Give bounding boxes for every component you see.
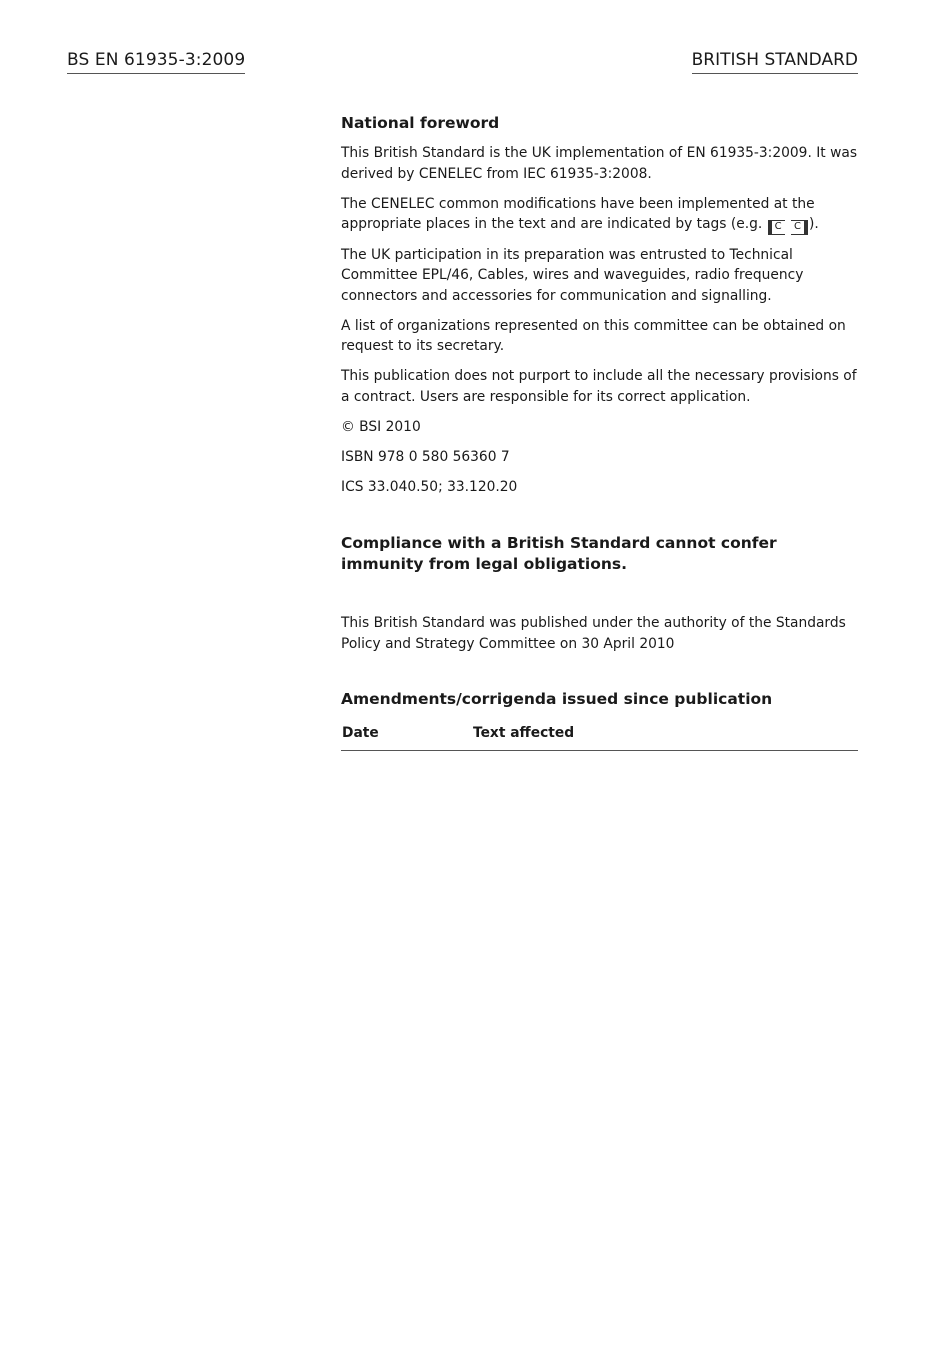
column-header-date: Date: [342, 725, 379, 741]
column-header-text-affected: Text affected: [473, 725, 575, 741]
modifications-end: ).: [809, 216, 819, 232]
copyright-line: © BSI 2010: [341, 418, 421, 435]
standard-number: BS EN 61935-3:2009: [67, 50, 245, 74]
series-label: BRITISH STANDARD: [692, 50, 858, 74]
modifications-text: The CENELEC common modifications have been implemented at the appropriate places in the text and are indicated by tags (e.g.: [341, 195, 815, 232]
foreword-paragraph-1: This British Standard is the UK implementation of EN 61935-3:2009. It was derived by CENELEC from IEC 61935-3:2008.: [341, 145, 858, 182]
foreword-paragraph-3: A list of organizations represented on this committee can be obtained on request to its secretary.: [341, 317, 846, 354]
tag-close-icon: C: [791, 220, 808, 235]
authority-statement: This British Standard was published under the authority of the Standards Policy and Strategy Committee on 30 April 2010: [341, 615, 846, 652]
amendments-table-header: [341, 725, 858, 751]
isbn-line: ISBN 978 0 580 56360 7: [341, 448, 510, 465]
amendments-title: Amendments/corrigenda issued since publication: [341, 690, 773, 708]
foreword-paragraph-4: This publication does not purport to include all the necessary provisions of a contract. Users are responsible for its correct application.: [341, 368, 857, 405]
foreword-paragraph-2: The UK participation in its preparation was entrusted to Technical Committee EPL/46, Cables, wires and waveguides, radio frequency connectors and accessories for communication and signalling.: [341, 246, 804, 304]
foreword-title: National foreword: [341, 114, 500, 132]
modifications-paragraph: [341, 194, 858, 236]
foreword-section: [341, 114, 858, 751]
tag-open-icon: C: [768, 220, 785, 235]
compliance-statement: Compliance with a British Standard cannot confer immunity from legal obligations.: [341, 534, 777, 573]
ics-line: ICS 33.040.50; 33.120.20: [341, 478, 518, 495]
